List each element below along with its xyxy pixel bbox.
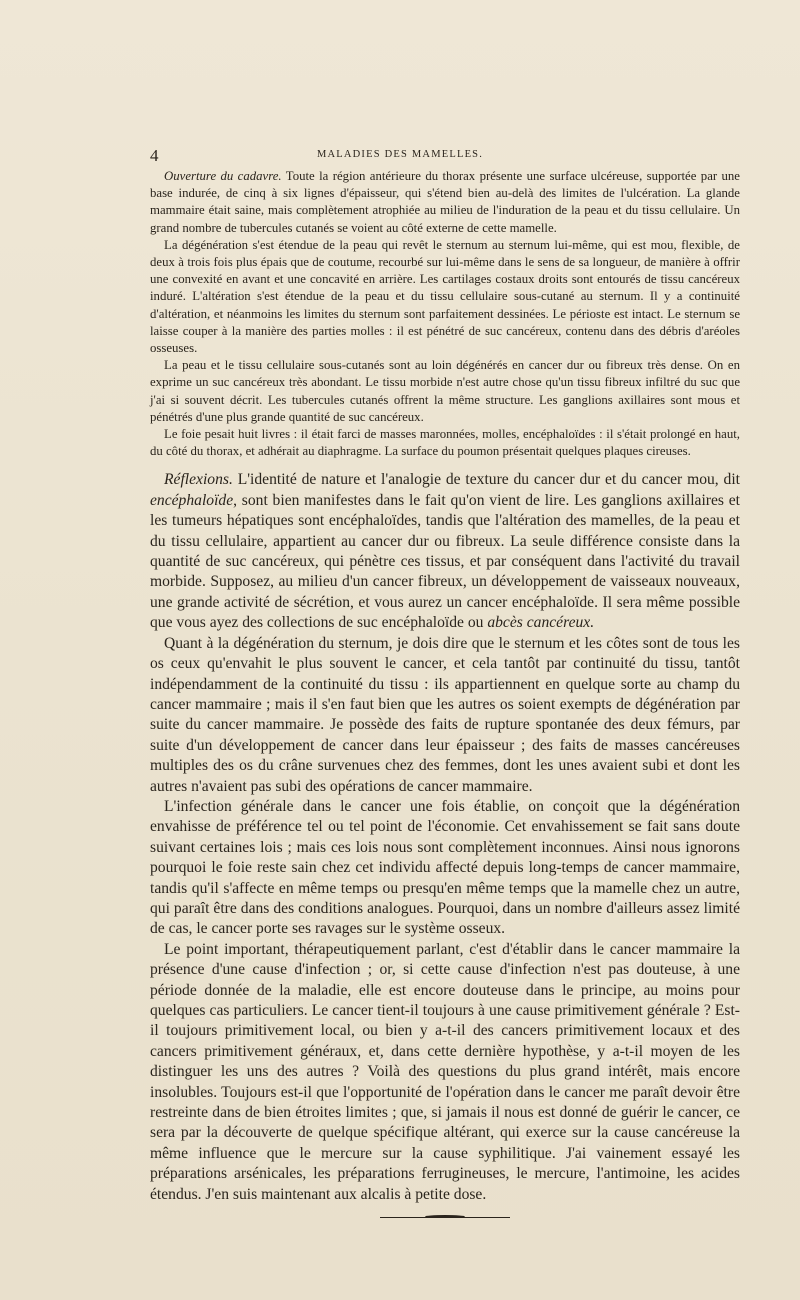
autopsy-paragraph: Ouverture du cadavre. Toute la région antérieure du thorax présente une surface ulcéreuse, supportée par une base indurée, de cinq à six lignes d'épaisseur, qui s'étend bien au-delà des limites de l'ulcération. La glande mammaire était saine, mais complètement atrophiée au milieu de l'induration de la peau et du tissu cellulaire. Un grand nombre de tubercules cutanés se voient au côté externe de cette mamelle. bbox=[150, 169, 740, 235]
reflexions-paragraph: Quant à la dégénération du sternum, je dois dire que le sternum et les côtes sont de tous les os ceux qu'envahit le plus souvent le cancer, et cela tantôt par continuité du tissu, tantôt indépendamment de la continuité du tissu : ils appartiennent en quelque sorte au champ du cancer mammaire ; mais il s'en faut bien que les autres os soient exempts de dégénération par suite du cancer mammaire. Je possède des faits de rupture spontanée des deux fémurs, par suite d'un développement de cancer dans leur épaisseur ; des faits de masses cancéreuses multiples des os du crâne survenues chez des femmes, dont les unes avaient subi et dont les autres n'avaient pas subi des opérations de cancer mammaire. bbox=[150, 634, 740, 795]
autopsy-paragraph: La dégénération s'est étendue de la peau qui revêt le sternum au sternum lui-même, qui est mou, flexible, de deux à trois fois plus épais que de coutume, recourbé sur lui-même dans le sens de sa longueur, de manière à offrir une convexité en avant et une concavité en arrière. Les cartilages costaux droits sont entourés de tissu cancéreux induré. L'altération s'est étendue de la peau et du tissu cellulaire sous-cutané au sternum. Il y a continuité d'altération, et néanmoins les limites du sternum sont parfaitement dessinées. Le périoste est intact. Le sternum se laisse couper à la manière des parties molles : il est pénétré de suc cancéreux, contenu dans des débris d'aréoles osseuses. bbox=[150, 237, 740, 356]
reflexions-paragraph: L'infection générale dans le cancer une fois établie, on conçoit que la dégénération envahisse de préférence tel ou tel point de l'économie. Cet envahissement se fait sans doute suivant certaines lois ; mais ces lois nous sont complètement inconnues. Ainsi nous ignorons pourquoi le foie reste sain chez cet individu affecté depuis long-temps de cancer mammaire, tandis qu'il s'affecte en même temps ou presqu'en même temps que la mamelle chez un autre, qui paraît être dans des conditions analogues. Pourquoi, dans un nombre d'ailleurs assez limité de cas, le cancer porte ses ravages sur le système osseux. bbox=[150, 797, 740, 938]
end-divider bbox=[380, 1215, 510, 1219]
page-header bbox=[0, 146, 800, 166]
reflexions-heading: Réflexions. bbox=[164, 471, 233, 489]
reflexions-paragraph: Le point important, thérapeutiquement parlant, c'est d'établir dans le cancer mammaire la présence d'une cause d'infection ; or, si cette cause d'infection n'est pas douteuse, à une période donnée de la maladie, elle est encore douteuse dans le principe, au moins pour quelques cas particuliers. Le cancer tient-il toujours à une cause primitivement générale ? Est-il toujours primitivement local, ou bien y a-t-il des cancers primitivement locaux et des cancers primitivement généraux, et, dans cette dernière hypothèse, y a-t-il moyen de les distinguer les uns des autres ? Voilà des questions du plus grand intérêt, mais encore insolubles. Toujours est-il que l'opportunité de l'opération dans le cancer me paraît devoir être restreinte dans de bien étroites limites ; que, si jamais il nous est donné de guérir le cancer, ce sera par la découverte de quelque spécifique altérant, qui exerce sur la cause cancéreuse la même influence que le mercure sur la cause syphilitique. J'ai vainement essayé les préparations arsénicales, les préparations ferrugineuses, le mercure, l'antimoine, les acides étendus. J'en suis maintenant aux alcalis à petite dose. bbox=[150, 940, 740, 1203]
autopsy-paragraph: La peau et le tissu cellulaire sous-cutanés sont au loin dégénérés en cancer dur ou fibreux très dense. On en exprime un suc cancéreux très abondant. Le tissu morbide n'est autre chose qu'un tissu fibreux infiltré du suc que j'ai si souvent décrit. Les tubercules cutanés offrent la même structure. Les ganglions axillaires sont mous et pénétrés d'une plus grande quantité de suc cancéreux. bbox=[150, 358, 740, 424]
autopsy-section bbox=[150, 168, 740, 460]
reflexions-paragraph: Réflexions. L'identité de nature et l'analogie de texture du cancer dur et du cancer mou, dit encéphaloïde, sont bien manifestes dans le fait qu'on vient de lire. Les ganglions axillaires et les tumeurs hépatiques sont encéphaloïdes, tandis que l'altération des mamelles, de la peau et du tissu cellulaire, appartient au cancer dur ou fibreux. La seule différence consiste dans la quantité de suc cancéreux, qui pénètre ces tissus, et par conséquent dans l'activité du travail morbide. Supposez, au milieu d'un cancer fibreux, un développement de vaisseaux nouveaux, une grande activité de sécrétion, et vous aurez un cancer encéphaloïde. Il sera même possible que vous ayez des collections de suc encéphaloïde ou abcès cancéreux. bbox=[150, 471, 740, 632]
page-number: 4 bbox=[150, 146, 159, 165]
autopsy-heading: Ouverture du cadavre. bbox=[164, 169, 282, 183]
running-title: MALADIES DES MAMELLES. bbox=[316, 149, 484, 160]
page-body bbox=[150, 168, 740, 1219]
autopsy-paragraph: Le foie pesait huit livres : il était farci de masses maronnées, molles, encéphaloïdes : il s'était prolongé en haut, du côté du thorax, et adhérait au diaphragme. La surface du poumon présentait quelques plaques cireuses. bbox=[150, 427, 740, 459]
reflexions-section bbox=[150, 470, 740, 1205]
